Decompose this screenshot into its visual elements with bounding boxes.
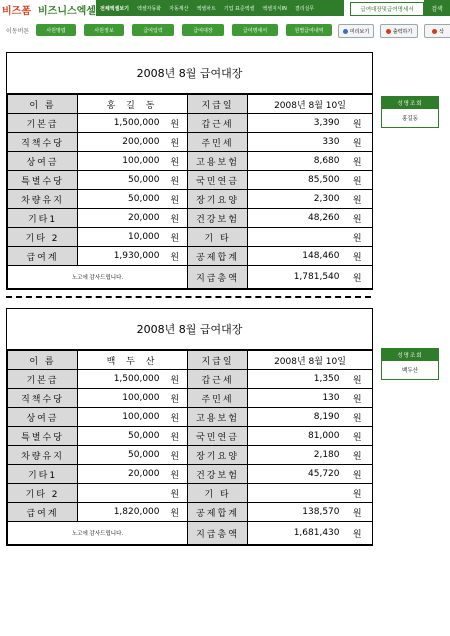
item-label: 차량유지: [8, 446, 78, 465]
logo-sub[interactable]: 비즈니스엑셀: [38, 6, 96, 17]
print-button[interactable]: 출력하기: [380, 24, 418, 38]
item-label: 기본급: [8, 370, 78, 389]
table-row: [8, 446, 373, 465]
deduction-amount: 48,260: [248, 209, 343, 228]
deduction-label: 국민연금: [188, 427, 248, 446]
unit-label: 원: [343, 503, 373, 522]
name-lookup-value[interactable]: 홍길동: [402, 116, 418, 122]
deduction-amount: 85,500: [248, 171, 343, 190]
item-amount: 50,000: [78, 171, 163, 190]
deduction-label: 고용보험: [188, 408, 248, 427]
unit-label: 원: [163, 171, 188, 190]
deduction-label: 장기요양: [188, 190, 248, 209]
unit-label: 원: [163, 228, 188, 247]
unit-label: 원: [163, 484, 188, 503]
item-amount: 1,500,000: [78, 114, 163, 133]
item-amount: 20,000: [78, 465, 163, 484]
payslip-2: [6, 308, 373, 546]
deduction-label: 건강보험: [188, 209, 248, 228]
item-amount: 50,000: [78, 446, 163, 465]
table-row: [8, 247, 373, 266]
deduction-amount: [248, 228, 343, 247]
nav-item-practice[interactable]: 결리실무: [294, 5, 315, 12]
table-row: [8, 114, 373, 133]
item-amount: 50,000: [78, 190, 163, 209]
main-nav: [96, 0, 344, 16]
table-row: [8, 484, 373, 503]
item-label: 특별수당: [8, 427, 78, 446]
table-row: 이 름 홍 길 동 지급일 2008년 8월 10일: [8, 95, 373, 114]
unit-label: 원: [343, 484, 373, 503]
delete-icon: [432, 29, 437, 34]
search-button[interactable]: 검색: [424, 0, 450, 16]
nav-item-standard-excel[interactable]: 기업 표준엑셀: [223, 5, 255, 12]
deduction-amount: [248, 484, 343, 503]
item-amount: 50,000: [78, 427, 163, 446]
unit-label: 원: [343, 228, 373, 247]
item-label: 상여금: [8, 408, 78, 427]
table-row: [8, 408, 373, 427]
deduction-amount: 81,000: [248, 427, 343, 446]
unit-label: 원: [163, 190, 188, 209]
deduction-label: 갑근세: [188, 370, 248, 389]
payday[interactable]: 2008년 8월 10일: [248, 351, 373, 370]
item-label: 급여계: [8, 247, 78, 266]
unit-label: 원: [163, 503, 188, 522]
unit-label: 원: [343, 209, 373, 228]
unit-label: 원: [163, 370, 188, 389]
unit-label: 원: [343, 247, 373, 266]
table-row: [8, 427, 373, 446]
payslip-title: 2008년 8월 급여대장: [7, 53, 372, 94]
name-lookup-header: 성명조회: [382, 349, 438, 361]
deduction-label: 주민세: [188, 389, 248, 408]
item-label: 차량유지: [8, 190, 78, 209]
print-icon: [386, 29, 391, 34]
unit-label: 원: [343, 190, 373, 209]
nav-item-excel-automation[interactable]: 엑셀자동화: [136, 5, 162, 12]
table-row: [8, 228, 373, 247]
nav-item-excel-chart[interactable]: 엑셀차트: [196, 5, 216, 12]
unit-label: 원: [163, 408, 188, 427]
deduction-amount: 148,460: [248, 247, 343, 266]
table-row: 이 름 백 두 산 지급일 2008년 8월 10일: [8, 351, 373, 370]
top-bar: [0, 0, 450, 18]
employee-name[interactable]: 백 두 산: [78, 351, 188, 370]
payroll-title-tab[interactable]: 급여대장및급여명세서: [350, 2, 424, 16]
item-amount: 100,000: [78, 152, 163, 171]
table-row: 노고에 감사드립니다. 지급총액 1,781,540 원: [8, 266, 373, 289]
unit-label: 원: [163, 427, 188, 446]
deduction-amount: 138,570: [248, 503, 343, 522]
unit-label: 원: [343, 133, 373, 152]
total-amount: 1,681,430: [248, 522, 343, 545]
table-row: [8, 152, 373, 171]
unit-label: 원: [343, 465, 373, 484]
table-row: [8, 370, 373, 389]
payslip-title: 2008년 8월 급여대장: [7, 309, 372, 350]
payroll-ledger-button[interactable]: 급여대장: [182, 24, 224, 36]
monthly-pay-button[interactable]: 원별급여내역: [286, 24, 332, 36]
unit-label: 원: [163, 133, 188, 152]
payslip-1: [6, 52, 373, 290]
deduction-label: 건강보험: [188, 465, 248, 484]
nav-item-excel-knowledge[interactable]: 엑셀지식IN: [262, 5, 287, 12]
item-label: 기본급: [8, 114, 78, 133]
nav-item-all-excel[interactable]: 전체엑셀보기: [100, 5, 129, 12]
deduction-label: 장기요양: [188, 446, 248, 465]
item-label: 특별수당: [8, 171, 78, 190]
item-amount: [78, 484, 163, 503]
item-label: 직책수당: [8, 389, 78, 408]
employee-list-button[interactable]: 사원명렵: [36, 24, 76, 36]
deduction-label: 기 타: [188, 484, 248, 503]
item-label: 상여금: [8, 152, 78, 171]
payslip-table: [7, 94, 373, 289]
deduction-amount: 45,720: [248, 465, 343, 484]
unit-label: 원: [163, 465, 188, 484]
name-lookup-box-2: [381, 348, 439, 380]
total-amount: 1,781,540: [248, 266, 343, 289]
deduction-amount: 2,180: [248, 446, 343, 465]
deduction-label: 기 타: [188, 228, 248, 247]
item-label: 기타 2: [8, 484, 78, 503]
table-row: 노고에 감사드립니다. 지급총액 1,681,430 원: [8, 522, 373, 545]
preview-icon: [343, 29, 348, 34]
deduction-label: 공제합계: [188, 247, 248, 266]
unit-label: 원: [343, 114, 373, 133]
table-row: [8, 503, 373, 522]
employee-info-button[interactable]: 사원정보: [84, 24, 124, 36]
payday[interactable]: 2008년 8월 10일: [248, 95, 373, 114]
thanks-message: 노고에 감사드립니다.: [8, 266, 188, 289]
item-label: 기타 2: [8, 228, 78, 247]
deduction-label: 고용보험: [188, 152, 248, 171]
deduction-amount: 130: [248, 389, 343, 408]
employee-name[interactable]: 홍 길 동: [78, 95, 188, 114]
item-label: 직책수당: [8, 133, 78, 152]
item-amount: 1,820,000: [78, 503, 163, 522]
deduction-amount: 2,300: [248, 190, 343, 209]
item-label: 기타1: [8, 465, 78, 484]
unit-label: 원: [163, 114, 188, 133]
table-row: [8, 171, 373, 190]
unit-label: 원: [163, 152, 188, 171]
deduction-amount: 3,390: [248, 114, 343, 133]
payslip-table: [7, 350, 373, 545]
preview-button[interactable]: 미리보기: [338, 24, 374, 38]
thanks-message: 노고에 감사드립니다.: [8, 522, 188, 545]
unit-label: 원: [163, 209, 188, 228]
item-amount: 100,000: [78, 408, 163, 427]
table-row: [8, 133, 373, 152]
name-lookup-box-1: [381, 96, 439, 128]
item-amount: 20,000: [78, 209, 163, 228]
deduction-amount: 8,680: [248, 152, 343, 171]
item-amount: 100,000: [78, 389, 163, 408]
unit-label: 원: [163, 247, 188, 266]
table-row: [8, 389, 373, 408]
deduction-label: 공제합계: [188, 503, 248, 522]
item-label: 기타1: [8, 209, 78, 228]
nav-item-auto-calc[interactable]: 자동계산: [169, 5, 189, 12]
unit-label: 원: [343, 427, 373, 446]
unit-label: 원: [343, 152, 373, 171]
item-amount: 10,000: [78, 228, 163, 247]
unit-label: 원: [163, 446, 188, 465]
unit-label: 원: [343, 171, 373, 190]
name-lookup-header: 성명조회: [382, 97, 438, 109]
table-row: [8, 209, 373, 228]
unit-label: 원: [343, 446, 373, 465]
delete-button[interactable]: 삭: [424, 24, 450, 38]
item-amount: 200,000: [78, 133, 163, 152]
unit-label: 원: [343, 389, 373, 408]
pay-input-button[interactable]: 급여입력: [132, 24, 174, 36]
move-button-label: 이동버튼: [6, 28, 30, 35]
item-amount: 1,930,000: [78, 247, 163, 266]
table-row: [8, 465, 373, 484]
logo-main[interactable]: 비즈폼: [2, 6, 31, 17]
unit-label: 원: [163, 389, 188, 408]
payslip-button[interactable]: 급여명세서: [232, 24, 278, 36]
deduction-label: 주민세: [188, 133, 248, 152]
deduction-amount: 8,190: [248, 408, 343, 427]
name-lookup-value[interactable]: 백두산: [402, 368, 418, 374]
deduction-label: 국민연금: [188, 171, 248, 190]
cut-line: [6, 296, 371, 298]
item-amount: 1,500,000: [78, 370, 163, 389]
table-row: [8, 190, 373, 209]
deduction-amount: 330: [248, 133, 343, 152]
unit-label: 원: [343, 370, 373, 389]
unit-label: 원: [343, 408, 373, 427]
deduction-label: 갑근세: [188, 114, 248, 133]
deduction-amount: 1,350: [248, 370, 343, 389]
move-button-bar: [0, 20, 450, 40]
item-label: 급여계: [8, 503, 78, 522]
